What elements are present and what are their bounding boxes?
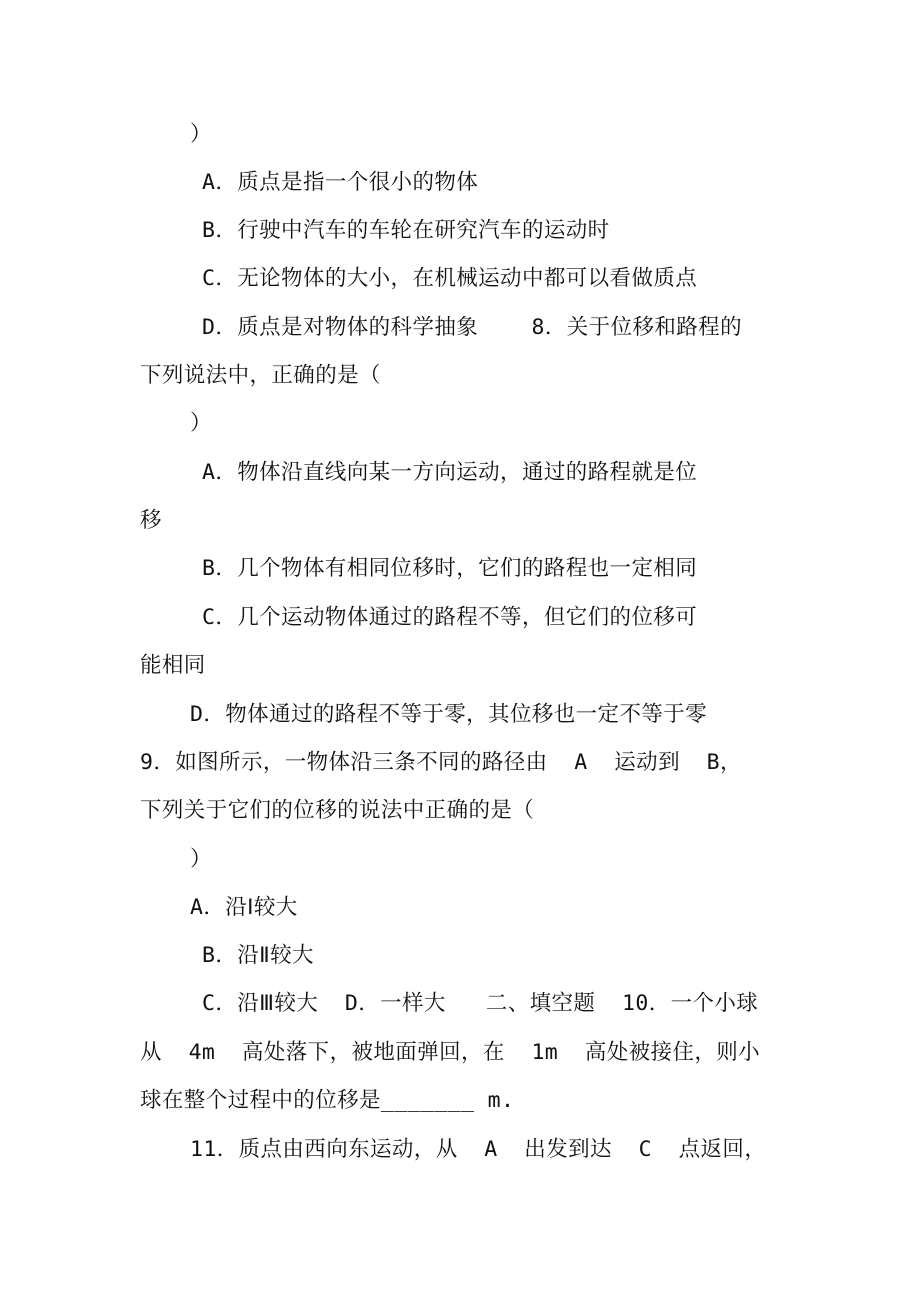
text-line: A．物体沿直线向某一方向运动，通过的路程就是位: [202, 460, 698, 485]
text-line: 能相同: [140, 653, 206, 678]
text-line: ）: [190, 847, 212, 872]
text-line: 球在整个过程中的位移是_______ m.: [140, 1088, 515, 1113]
text-line: C．沿Ⅲ较大 D．一样大 二、填空题 10．一个小球: [202, 991, 759, 1016]
text-line: B．几个物体有相同位移时，它们的路程也一定相同: [202, 556, 698, 581]
text-line: C．几个运动物体通过的路程不等，但它们的位移可: [202, 605, 698, 630]
text-line: 移: [140, 508, 162, 533]
text-line: B．沿Ⅱ较大: [202, 943, 314, 968]
text-line: A．沿Ⅰ较大: [190, 895, 298, 920]
text-line: A．质点是指一个很小的物体: [202, 170, 479, 195]
text-line: 下列说法中，正确的是（: [140, 363, 381, 388]
text-line: ）: [190, 122, 212, 147]
text-line: 9．如图所示，一物体沿三条不同的路径由 A 运动到 B，: [140, 750, 742, 775]
text-line: ）: [190, 411, 212, 436]
text-line: D．物体通过的路程不等于零，其位移也一定不等于零: [190, 702, 708, 727]
text-line: C．无论物体的大小，在机械运动中都可以看做质点: [202, 266, 698, 291]
text-line: D．质点是对物体的科学抽象 8．关于位移和路程的: [202, 315, 742, 340]
text-line: 下列关于它们的位移的说法中正确的是（: [140, 798, 535, 823]
text-line: 从 4m 高处落下，被地面弹回，在 1m 高处被接住，则小: [140, 1040, 761, 1065]
text-line: 11．质点由西向东运动，从 A 出发到达 C 点返回，: [190, 1137, 767, 1162]
text-line: B．行驶中汽车的车轮在研究汽车的运动时: [202, 218, 610, 243]
